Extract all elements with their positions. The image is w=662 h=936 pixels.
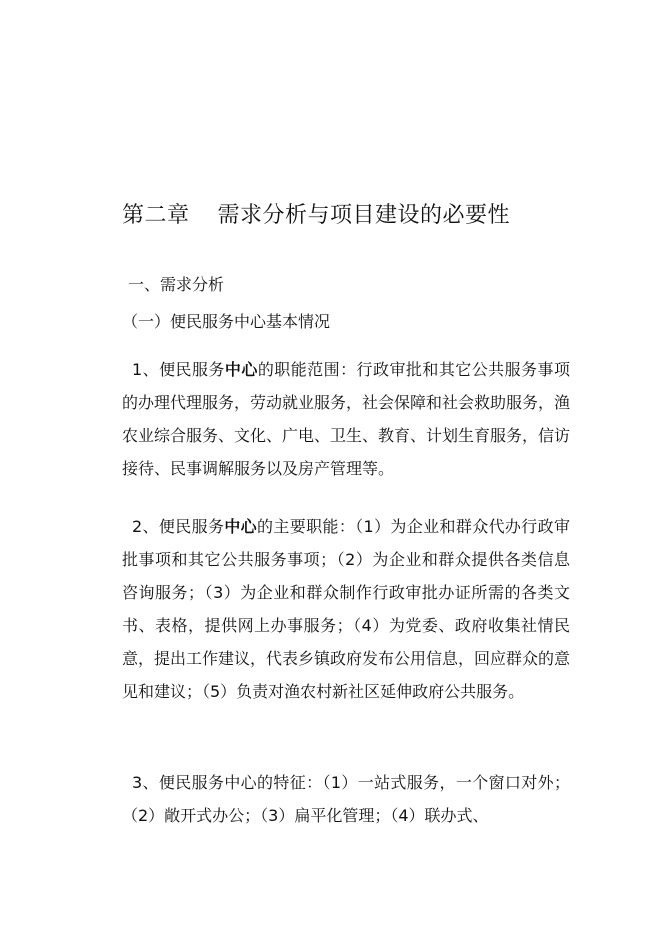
paragraph-1-text: 的职能范围：行政审批和其它公共服务事项的办理代理服务，劳动就业服务，社会保障和社会救助服务，渔农业综合服务、文化、广电、卫生、教育、计划生育服务，信访接待、民事调解服务以及房产管理等。 bbox=[122, 360, 571, 478]
chapter-title bbox=[122, 200, 510, 232]
paragraph-2-lead: 2、便民服务 bbox=[132, 517, 225, 536]
paragraph-1 bbox=[122, 353, 570, 485]
chapter-number: 第二章 bbox=[122, 203, 190, 228]
chapter-title-text: 需求分析与项目建设的必要性 bbox=[217, 203, 511, 228]
paragraph-1-lead: 1、便民服务 bbox=[132, 360, 225, 379]
paragraph-2-text: 的主要职能：（1）为企业和群众代办行政审批事项和其它公共服务事项；（2）为企业和群众提供各类信息咨询服务；（3）为企业和群众制作行政审批办证所需的各类文书、表格，提供网上办事服务；（4）为党委、政府收集社情民意，提出工作建议，代表乡镇政府发布公用信息，回应群众的意见和建议；（5）负责对渔农村新社区延伸政府公共服务。 bbox=[122, 517, 571, 701]
paragraph-3 bbox=[122, 766, 570, 832]
section-heading: 一、需求分析 bbox=[128, 275, 225, 294]
paragraph-2 bbox=[122, 510, 570, 708]
paragraph-1-emphasis: 中心 bbox=[224, 360, 258, 379]
paragraph-2-emphasis: 中心 bbox=[224, 517, 258, 536]
section-subheading: （一）便民服务中心基本情况 bbox=[122, 312, 331, 331]
paragraph-3-text: 3、便民服务中心的特征：（1）一站式服务，一个窗口对外；（2）敞开式办公；（3）扁平化管理；（4）联办式、 bbox=[122, 773, 570, 825]
